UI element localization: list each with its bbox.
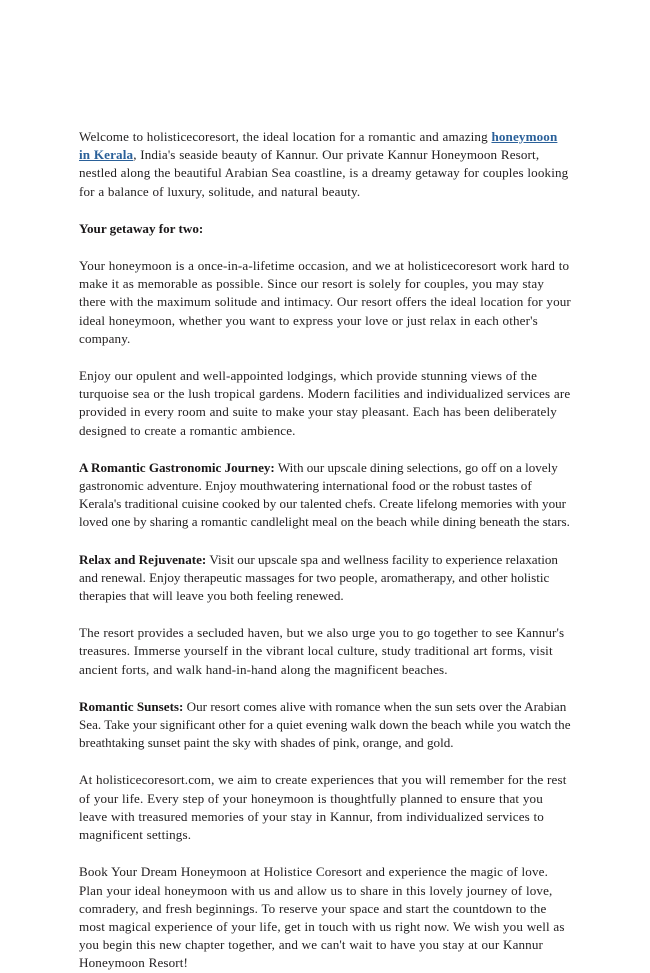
gastronomic-journey-lead: A Romantic Gastronomic Journey: xyxy=(79,459,275,475)
intro-text-before: Welcome to holisticecoresort, the ideal location for a romantic and amazing xyxy=(79,129,492,144)
gastronomic-journey-paragraph xyxy=(79,459,571,532)
getaway-heading: Your getaway for two: xyxy=(79,220,204,236)
honeymoon-in-kerala-link[interactable]: honeymoon in Kerala xyxy=(79,129,558,163)
relax-rejuvenate-paragraph xyxy=(79,551,571,606)
gastronomic-journey-text: With our upscale dining selections, go off on a lovely gastronomic adventure. Enjoy mouthwatering international food or the robust tastes of Kerala's traditional cuisine cooked by our talented chefs. Create lifelong memories with your loved one by sharing a romantic candlelight meal on the beach while dining beneath the stars. xyxy=(79,459,570,530)
relax-rejuvenate-text: Visit our upscale spa and wellness facility to experience relaxation and renewal. Enjoy therapeutic massages for two people, aromatherapy, and other holistic therapies that will leave you both feeling renewed. xyxy=(79,551,558,604)
intro-paragraph xyxy=(79,128,571,201)
romantic-sunsets-text: Our resort comes alive with romance when the sun sets over the Arabian Sea. Take your significant other for a quiet evening walk down the beach while you watch the breathtaking sunset paint the sky with shades of pink, orange, and gold. xyxy=(79,698,571,751)
experiences-paragraph: At holisticecoresort.com, we aim to create experiences that you will remember for the rest of your life. Every step of your honeymoon is thoughtfully planned to ensure that you leave with treasured memories of your stay in Kannur, from individualized services to magnificent settings. xyxy=(79,772,567,843)
honeymoon-occasion-paragraph: Your honeymoon is a once-in-a-lifetime occasion, and we at holisticecoresort work hard to make it as memorable as possible. Since our resort is solely for couples, you may stay there with the maximum solitude and intimacy. Our resort offers the ideal location for your ideal honeymoon, whether you want to express your love or just relax in each other's company. xyxy=(79,258,571,346)
secluded-haven-paragraph: The resort provides a secluded haven, but we also urge you to go together to see Kannur's treasures. Immerse yourself in the vibrant local culture, study traditional art forms, visit ancient forts, and walk hand-in-hand along the magnificent beaches. xyxy=(79,625,565,677)
relax-rejuvenate-lead: Relax and Rejuvenate: xyxy=(79,551,207,567)
document-body xyxy=(79,128,571,973)
lodgings-paragraph: Enjoy our opulent and well-appointed lodgings, which provide stunning views of the turquoise sea or the lush tropical gardens. Modern facilities and individualized services are provided in every room and suite to make your stay pleasant. Each has been deliberately designed to create a romantic ambience. xyxy=(79,368,571,438)
romantic-sunsets-paragraph xyxy=(79,698,571,753)
romantic-sunsets-lead: Romantic Sunsets: xyxy=(79,698,184,714)
booking-call-to-action-paragraph: Book Your Dream Honeymoon at Holistice Coresort and experience the magic of love. Plan your ideal honeymoon with us and allow us to share in this lovely journey of love, comradery, and fresh beginnings. To reserve your space and start the countdown to the most magical experience of your life, get in touch with us right now. We wish you well as you begin this new chapter together, and we can't wait to have you stay at our Kannur Honeymoon Resort! xyxy=(79,864,565,971)
intro-text-after: , India's seaside beauty of Kannur. Our private Kannur Honeymoon Resort, nestled along the beautiful Arabian Sea coastline, is a dreamy getaway for couples looking for a balance of luxury, solitude, and natural beauty. xyxy=(79,147,569,199)
